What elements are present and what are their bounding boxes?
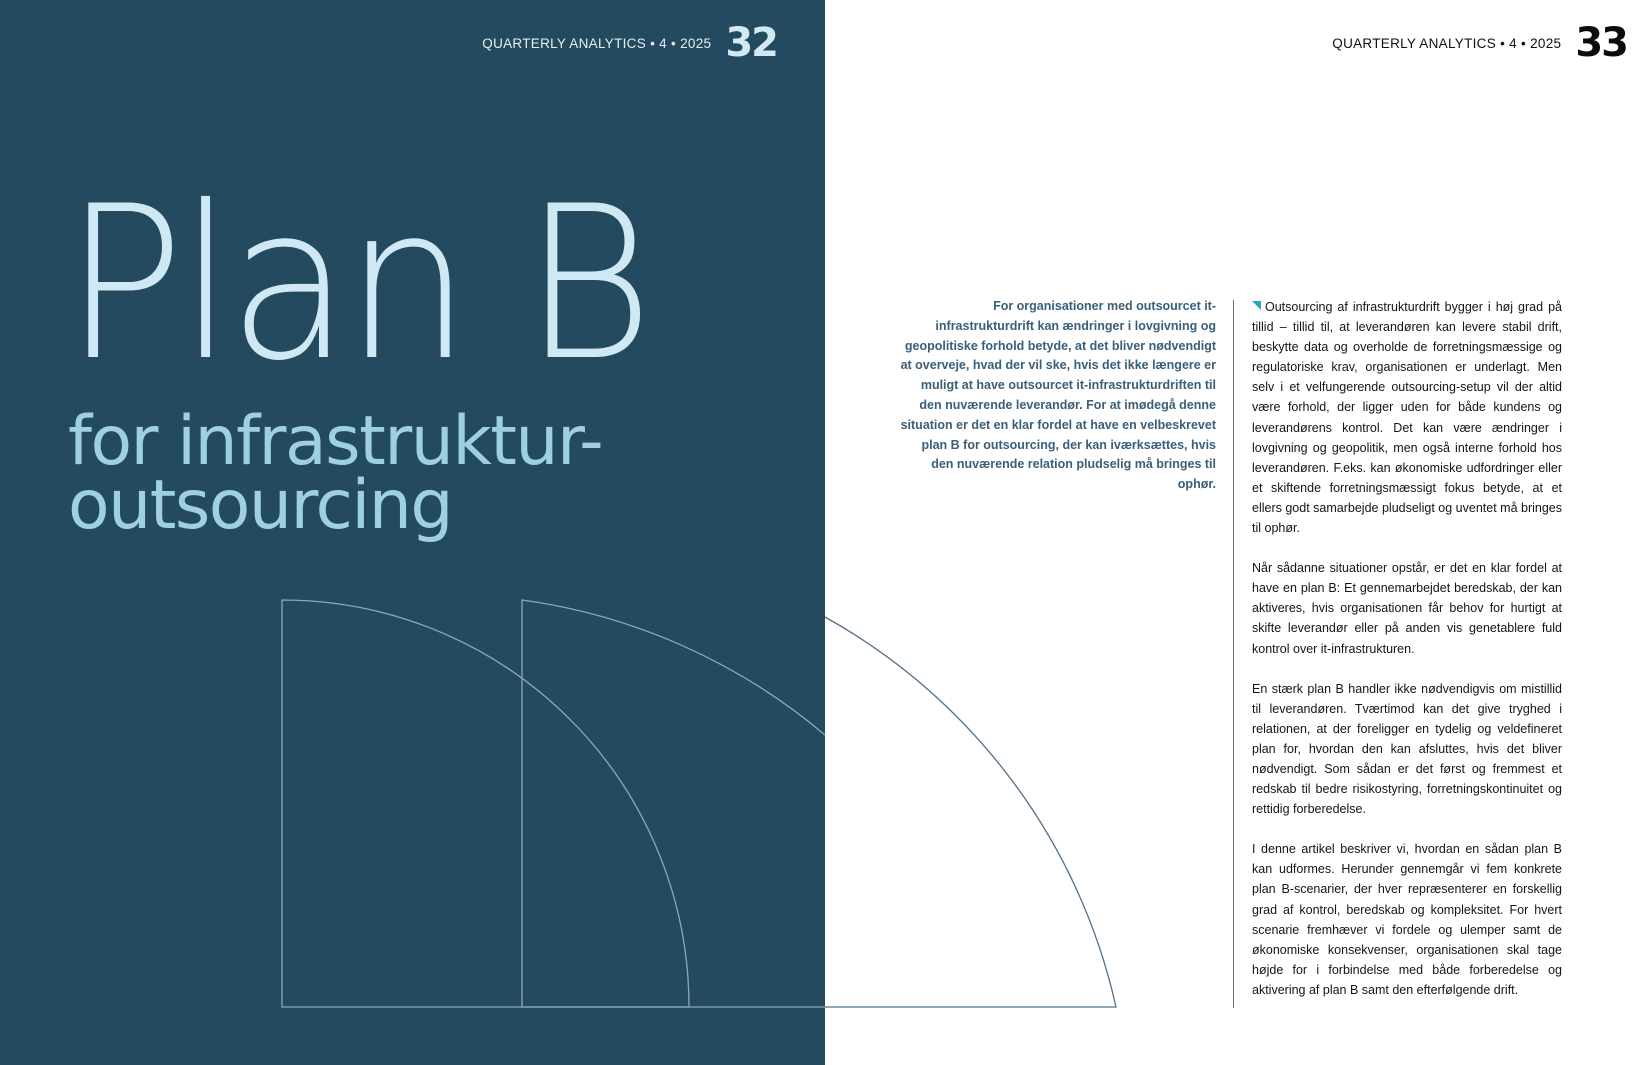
publication-name-left: QUARTERLY ANALYTICS • 4 • 2025 <box>482 35 712 51</box>
body-paragraph-1 <box>1252 297 1562 538</box>
publication-name-right: QUARTERLY ANALYTICS • 4 • 2025 <box>1332 35 1562 51</box>
article-subtitle <box>68 402 603 545</box>
quarter-circle-small <box>282 600 689 1007</box>
body-paragraph-4: I denne artikel beskriver vi, hvordan en sådan plan B kan udformes. Herunder gennemgår vi fem konkrete plan B-scenarier, der hver repræsenterer en forskellig grad af kontrol, beredskab og kompleksitet. For hvert scenarie fremhæver vi fordele og ulemper samt de økonomiske konsekvenser, organisationen skal tage højde for i forbindelse med både forberedelse og aktivering af plan B samt den efterfølgende drift. <box>1252 842 1562 997</box>
page-number-left: 32 <box>725 20 777 66</box>
body-paragraph-1-text: Outsourcing af infrastrukturdrift bygger i høj grad på tillid – tillid til, at leverandøren kan levere stabil drift, beskytte data og overholde de forretningsmæssige og regulatoriske krav, organisationen er underlagt. Men selv i et velfungerende outsourcing-setup vil der altid være forhold, der ligger uden for både kundens og leverandørens kontrol. Det kan være ændringer i lovgivning og geopolitik, men også interne forhold hos leverandøren. F.eks. kan økonomiske udfordringer eller et skiftende forretningsmæssigt fokus betyde, at et ellers godt samarbejde pludseligt og uventet må bringes til ophør. <box>1252 300 1562 536</box>
quarter-circle-large-dark <box>522 600 825 1007</box>
subtitle-line-1: for infrastruktur- <box>68 402 603 481</box>
start-marker-icon <box>1252 301 1261 310</box>
quarter-circle-large-light <box>825 617 1116 1007</box>
article-title: Plan B <box>64 160 648 407</box>
subtitle-line-2: outsourcing <box>68 466 452 545</box>
body-paragraph-2: Når sådanne situationer opstår, er det en klar fordel at have en plan B: Et gennemarbejdet beredskab, der kan aktiveres, hvis organisationen får behov for hurtigt at skifte leverandør eller på anden vis genetablere fuld kontrol over it-infrastrukturen. <box>1252 561 1562 656</box>
column-divider <box>1233 300 1234 1008</box>
page-number-right: 33 <box>1575 20 1627 66</box>
body-paragraph-3: En stærk plan B handler ikke nødvendigvis om mistillid til leverandøren. Tværtimod kan det give tryghed i relationen, at der foreligger en tydelig og veldefineret plan for, hvordan den kan afsluttes, hvis det bliver nødvendigt. Som sådan er det først og fremmest et redskab til bedre risikostyring, forretningskontinuitet og rettidig forberedelse. <box>1252 681 1562 817</box>
body-column <box>1252 297 1562 1020</box>
intro-paragraph: For organisationer med outsourcet it-infrastrukturdrift kan ændringer i lovgivning og geopolitiske forhold betyde, at det bliver nødvendigt at overveje, hvad der vil ske, hvis det ikke længere er muligt at have outsourcet it-infrastrukturdriften til den nuværende leverandør. For at imødegå denne situation er det en klar fordel at have en velbeskrevet plan B for outsourcing, der kan iværksættes, hvis den nuværende relation pludselig må bringes til ophør. <box>900 299 1216 492</box>
